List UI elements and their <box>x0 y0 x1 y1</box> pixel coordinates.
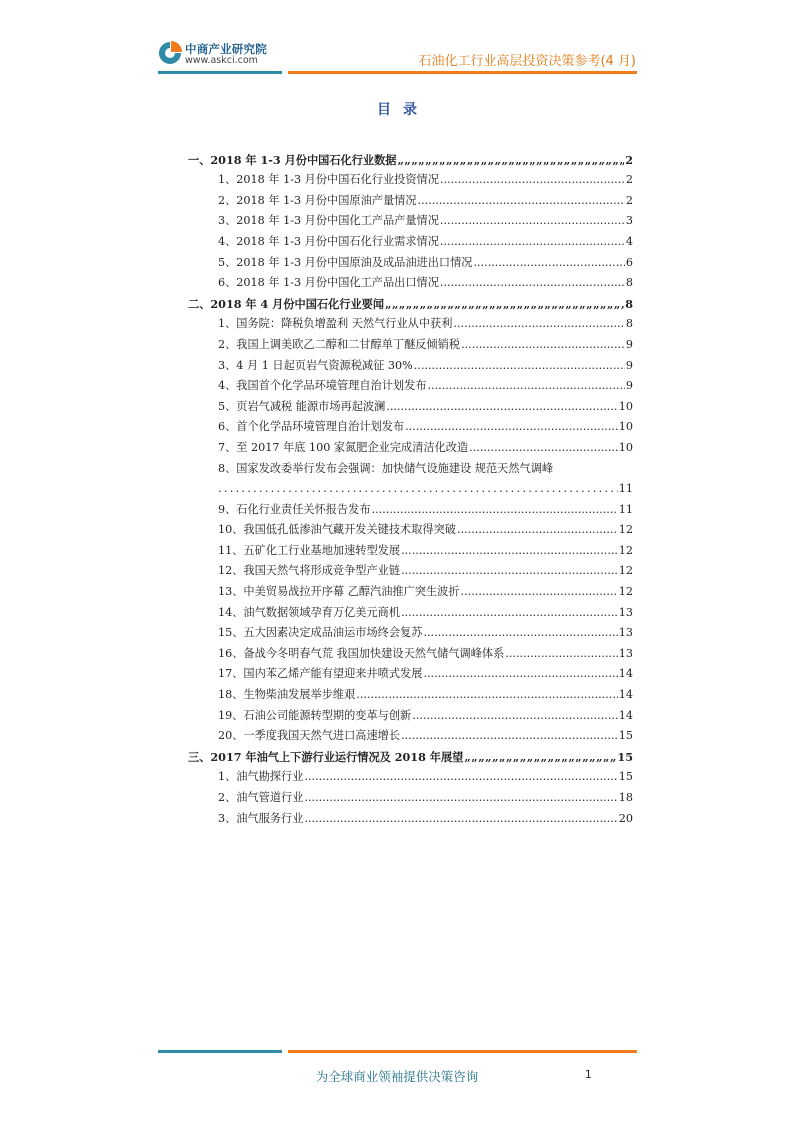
toc-entry[interactable] <box>188 805 633 826</box>
toc-entry[interactable] <box>188 331 633 352</box>
toc-entry-page: 13 <box>618 646 633 660</box>
toc-leader-dots <box>457 523 618 537</box>
toc-entry[interactable] <box>188 599 633 620</box>
toc-entry-page: 11 <box>618 502 633 516</box>
toc-entry-page: 8 <box>625 317 633 331</box>
header-divider-orange <box>288 71 637 74</box>
toc-entry-title: 3、4 月 1 日起页岩气资源税减征 30% <box>218 358 413 372</box>
footer-slogan: 为全球商业领袖提供决策咨询 <box>315 1069 479 1084</box>
toc-leader-dots <box>304 770 617 784</box>
header-divider-teal <box>158 71 282 74</box>
toc-entry-title: 1、油气勘探行业 <box>218 770 304 784</box>
footer-divider-orange <box>288 1050 637 1053</box>
toc-entry[interactable] <box>188 311 633 332</box>
toc-entry[interactable] <box>188 517 633 538</box>
toc-section-entry[interactable] <box>188 146 633 167</box>
toc-leader-dots <box>304 812 617 826</box>
toc-entry[interactable] <box>188 640 633 661</box>
toc-entry-title: 3、2018 年 1-3 月份中国化工产品产量情况 <box>218 214 439 228</box>
toc-entry-title: 8、国家发改委举行发布会强调：加快储气设施建设 规范天然气调峰 <box>218 461 554 475</box>
toc-entry-page: 18 <box>618 791 633 804</box>
document-title: 石油化工行业高层投资决策参考(4 月) <box>418 54 636 69</box>
toc-entry-page: 8 <box>625 276 633 290</box>
toc-entry-title: 11、五矿化工行业基地加速转型发展 <box>218 543 401 557</box>
toc-entry-title: 4、2018 年 1-3 月份中国石化行业需求情况 <box>218 234 439 248</box>
toc-entry[interactable] <box>188 434 633 455</box>
toc-entry-page: 15 <box>618 770 633 784</box>
toc-entry-page: 11 <box>618 482 633 496</box>
toc-entry-page: 15 <box>618 729 633 743</box>
toc-entry-page: 20 <box>618 811 633 825</box>
toc-leader-dots <box>440 214 625 228</box>
toc-leader-dots <box>405 420 618 434</box>
toc-leader-dots <box>401 544 618 558</box>
toc-entry[interactable] <box>188 476 633 497</box>
toc-leader-dots <box>505 647 617 661</box>
toc-leader-dots <box>423 626 617 640</box>
toc-entry-title: 1、2018 年 1-3 月份中国石化行业投资情况 <box>218 173 439 187</box>
toc-entry-page: 13 <box>618 605 633 619</box>
logo-name: 中商产业研究院 <box>185 42 267 56</box>
logo-mark-icon <box>157 40 183 66</box>
toc-leader-dots <box>461 585 618 599</box>
toc-entry-title: 5、页岩气减税 能源市场再起波澜 <box>218 399 386 413</box>
toc-entry-title: 二、2018 年 4 月份中国石化行业要闻 <box>188 296 385 311</box>
toc-entry-title: 一、2018 年 1-3 月份中国石化行业数据 <box>188 152 397 167</box>
toc-entry[interactable] <box>188 723 633 744</box>
toc-entry-page: 2 <box>625 173 633 187</box>
toc-entry[interactable] <box>188 620 633 641</box>
toc-leader-dots <box>401 606 618 620</box>
toc-entry-title: 6、2018 年 1-3 月份中国化工产品出口情况 <box>218 276 439 290</box>
toc-leader-dots <box>401 564 618 578</box>
toc-entry[interactable] <box>188 784 633 805</box>
footer-divider-teal <box>158 1050 282 1053</box>
toc-entry-page: 9 <box>625 379 633 393</box>
toc-entry-title: 12、我国天然气将形成竞争型产业链 <box>218 564 401 578</box>
toc-leader-dots <box>372 503 618 517</box>
toc-leader-dots <box>356 688 617 702</box>
toc-heading: 目录 <box>377 102 429 118</box>
toc-entry-title: 2、我国上调美欧乙二醇和二甘醇单丁醚反倾销税 <box>218 337 461 351</box>
toc-entry[interactable] <box>188 455 633 476</box>
toc-entry[interactable] <box>188 578 633 599</box>
toc-entry-page: 14 <box>618 688 633 702</box>
toc-entry-title: 20、一季度我国天然气进口高速增长 <box>218 729 401 743</box>
toc-entry-title: 三、2017 年油气上下游行业运行情况及 2018 年展望 <box>188 749 464 764</box>
toc-entry-title: 5、2018 年 1-3 月份中国原油及成品油进出口情况 <box>218 255 473 269</box>
toc-entry-title: 13、中美贸易战拉开序幕 乙醇汽油推广突生波折 <box>218 585 460 599</box>
toc-entry-title: 9、石化行业责任关怀报告发布 <box>218 502 371 516</box>
toc-entry[interactable] <box>188 208 633 229</box>
toc-entry-title: 7、至 2017 年底 100 家氮肥企业完成清洁化改造 <box>218 440 469 454</box>
logo-url: www.askci.com <box>185 55 258 66</box>
toc-entry-title: 3、油气服务行业 <box>218 811 304 825</box>
toc-leader-dots <box>218 482 618 496</box>
toc-entry-page: 13 <box>618 626 633 640</box>
toc-entry[interactable] <box>188 373 633 394</box>
toc-entry-page: 4 <box>625 234 633 248</box>
toc-leader-dots <box>397 153 624 167</box>
toc-leader-dots <box>453 317 624 331</box>
toc-leader-dots <box>428 379 625 393</box>
company-logo <box>157 40 287 68</box>
toc-entry-page: 9 <box>625 358 633 372</box>
toc-entry-title: 10、我国低孔低渗油气藏开发关键技术取得突破 <box>218 523 456 537</box>
toc-entry-title: 16、备战今冬明春气荒 我国加快建设天然气储气调峰体系 <box>218 646 505 660</box>
page-header <box>0 0 794 80</box>
toc-leader-dots <box>401 729 618 743</box>
toc-leader-dots <box>461 338 625 352</box>
toc-entry-page: 15 <box>617 749 633 764</box>
toc-entry-title: 15、五大因素决定成品油运市场终会复苏 <box>218 626 423 640</box>
toc-entry-page: 8 <box>625 296 633 311</box>
toc-leader-dots <box>440 173 625 187</box>
toc-entry-page: 2 <box>625 193 633 207</box>
toc-entry-page: 6 <box>625 255 633 269</box>
toc-entry-page: 12 <box>618 585 633 599</box>
toc-entry-title: 19、石油公司能源转型期的变革与创新 <box>218 708 412 722</box>
toc-entry-title: 1、国务院：降税负增盈利 天然气行业从中获利 <box>218 317 453 331</box>
toc-entry-page: 12 <box>618 523 633 537</box>
toc-entry[interactable] <box>188 249 633 270</box>
toc-entry-page: 9 <box>625 337 633 351</box>
toc-entry[interactable] <box>188 496 633 517</box>
toc-entry-page: 14 <box>618 667 633 681</box>
toc-leader-dots <box>418 194 625 208</box>
toc-leader-dots <box>469 441 618 455</box>
toc-leader-dots <box>473 256 624 270</box>
toc-entry-page: 2 <box>625 152 633 167</box>
toc-entry-page: 12 <box>618 564 633 578</box>
toc-entry-page: 14 <box>618 708 633 722</box>
toc-entry[interactable] <box>188 352 633 373</box>
toc-entry[interactable] <box>188 558 633 579</box>
toc-entry-title: 4、我国首个化学品环境管理自治计划发布 <box>218 379 427 393</box>
toc-leader-dots <box>304 791 617 805</box>
toc-entry-page: 10 <box>618 399 633 413</box>
toc-entry-page: 10 <box>618 440 633 454</box>
toc-entry[interactable] <box>188 228 633 249</box>
toc-leader-dots <box>385 297 624 311</box>
toc-entry[interactable] <box>188 764 633 785</box>
toc-section-entry[interactable] <box>188 743 633 764</box>
toc-entry-title: 6、首个化学品环境管理自治计划发布 <box>218 420 405 434</box>
toc-entry[interactable] <box>188 167 633 188</box>
toc-entry[interactable] <box>188 414 633 435</box>
toc-entry-title: 2、2018 年 1-3 月份中国原油产量情况 <box>218 193 417 207</box>
toc-leader-dots <box>464 750 616 764</box>
toc-leader-dots <box>414 359 625 373</box>
toc-entry[interactable] <box>188 661 633 682</box>
toc-leader-dots <box>412 709 618 723</box>
toc-section-entry[interactable] <box>188 290 633 311</box>
toc-entry-title: 17、国内苯乙烯产能有望迎来井喷式发展 <box>218 667 423 681</box>
toc-leader-dots <box>440 276 625 290</box>
toc-entry[interactable] <box>188 702 633 723</box>
toc-entry-page: 12 <box>618 543 633 557</box>
page-number: 1 <box>585 1069 592 1081</box>
toc-entry[interactable] <box>188 393 633 414</box>
toc-entry-page: 10 <box>618 420 633 434</box>
toc-entry-page: 3 <box>625 214 633 228</box>
table-of-contents <box>188 146 633 826</box>
toc-entry-title: 18、生物柴油发展举步维艰 <box>218 688 356 702</box>
toc-entry-title: 2、油气管道行业 <box>218 791 304 804</box>
toc-leader-dots <box>423 667 617 681</box>
toc-leader-dots <box>386 400 617 414</box>
toc-entry[interactable] <box>188 537 633 558</box>
toc-entry[interactable] <box>188 187 633 208</box>
toc-leader-dots <box>440 235 625 249</box>
toc-entry[interactable] <box>188 681 633 702</box>
toc-entry[interactable] <box>188 270 633 291</box>
toc-entry-title: 14、油气数据领域孕育万亿美元商机 <box>218 605 401 619</box>
